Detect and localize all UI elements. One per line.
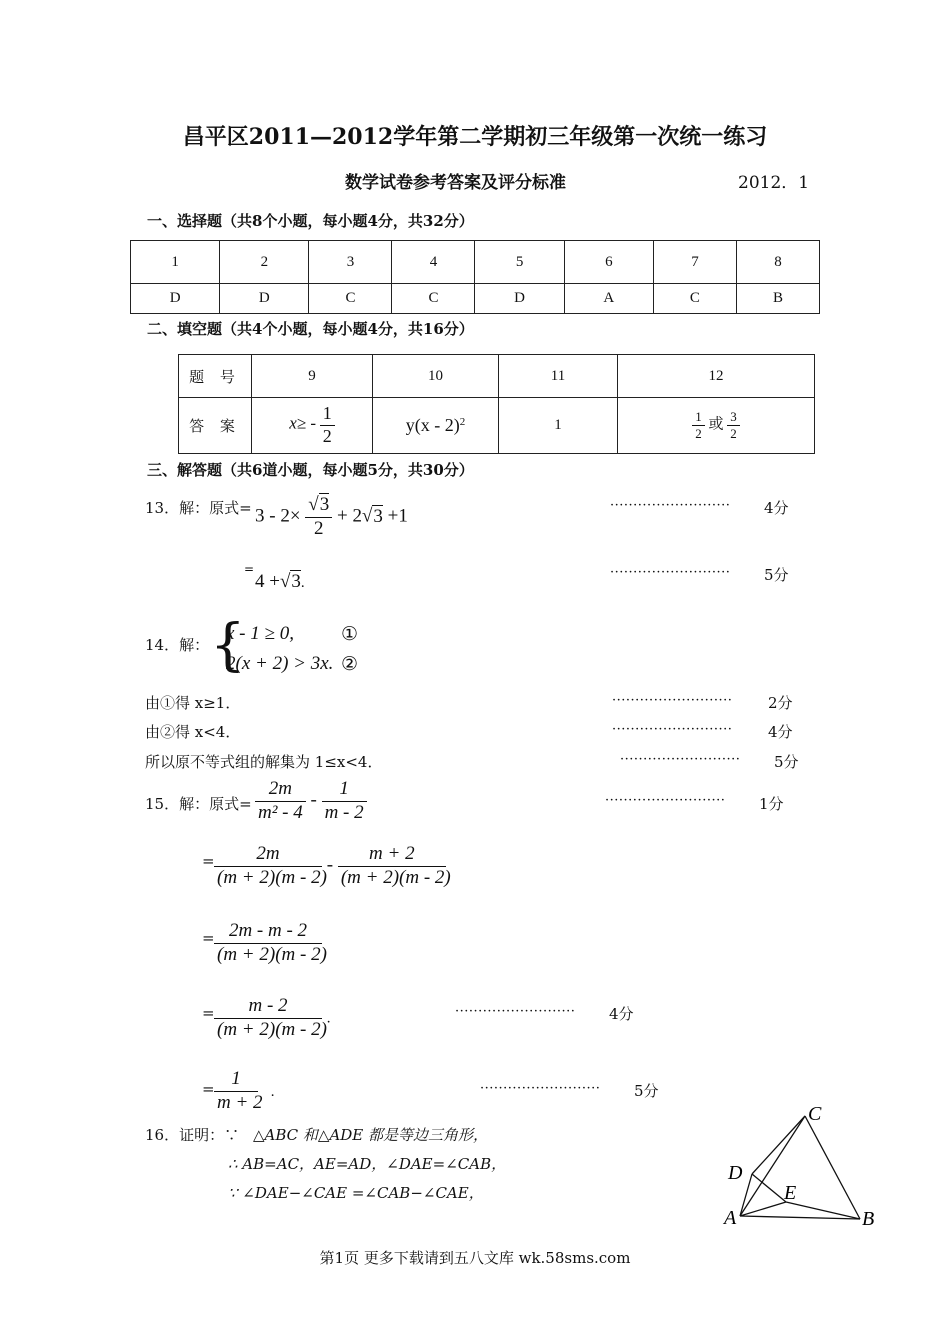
fill-answer-row (179, 398, 815, 454)
q15-score-3: 5分 (634, 1082, 659, 1100)
row-label-number: 题 号 (179, 355, 252, 398)
page-title: 昌平区2011—2012学年第二学期初三年级第一次统一练习 (182, 124, 768, 150)
fill-answer-table (178, 354, 815, 454)
q15-expr-1: $\frac{2m}{\text{m² - 4}}$ - $\frac{1}{m - 2}$ (255, 778, 367, 825)
q13-score-1: 4分 (764, 499, 789, 517)
q15-score-1: 1分 (759, 795, 784, 813)
q15-expr-2: $\frac{2m}{(m + 2)(m - 2)}$ - $\frac{m + 2}{(m + 2)(m - 2)}$ (214, 843, 446, 890)
q15-dots-3: ·························· (480, 1081, 601, 1096)
q13-score-2: 5分 (764, 566, 789, 584)
choice-number: 3 (309, 241, 392, 284)
fill-number: 11 (499, 355, 618, 398)
q14-dots-3: ·························· (620, 752, 741, 767)
q14-mark-1: ① (341, 624, 359, 645)
page-footer: 第1页 更多下载请到五八文库 wk.58sms.com (319, 1249, 631, 1267)
q14-step-2: 由②得 x<4． (145, 723, 241, 741)
fill-number-row (179, 355, 815, 398)
q14-score-2: 4分 (768, 723, 793, 741)
q13-dots-2: ·························· (610, 565, 731, 580)
choice-number: 7 (653, 241, 736, 284)
segment-bc (805, 1116, 860, 1219)
choice-answer: D (220, 284, 309, 314)
choice-number-row (131, 241, 820, 284)
brace: { (210, 613, 246, 678)
point-d-label: D (728, 1162, 743, 1184)
choice-answer: B (736, 284, 819, 314)
q14-dots-1: ·························· (612, 693, 733, 708)
q15-eq-3: = (202, 929, 215, 947)
choice-number: 2 (220, 241, 309, 284)
q14-step-3: 所以原不等式组的解集为 1≤x<4． (145, 753, 383, 771)
segment-ae (740, 1202, 786, 1216)
choice-number: 4 (392, 241, 475, 284)
section2-title: 二、填空题（共4个小题，每小题4分，共16分） (147, 320, 474, 338)
q13-label: 13．解：原式= (145, 499, 252, 517)
q15-label: 15．解：原式= (145, 795, 252, 813)
q15-expr-3: $\frac{2m - m - 2}{(m + 2)(m - 2)}$ (214, 920, 322, 967)
q16-line-3: ∵ ∠DAE−∠CAE =∠CAB−∠CAE， (228, 1184, 484, 1202)
point-a-label: A (724, 1207, 737, 1229)
q14-score-3: 5分 (774, 753, 799, 771)
section1-title: 一、选择题（共8个小题，每小题4分，共32分） (147, 212, 474, 230)
row-label-answer: 答 案 (179, 398, 252, 454)
choice-answer: C (309, 284, 392, 314)
q14-dots-2: ·························· (612, 722, 733, 737)
answer-9: x≥ - $\frac{1}{2}$ (252, 398, 373, 454)
segment-dc (752, 1116, 805, 1174)
fill-number: 10 (373, 355, 499, 398)
q14-score-1: 2分 (768, 694, 793, 712)
q14-system-2: 2(x + 2) > 3x. (226, 653, 334, 674)
point-e-label: E (784, 1182, 797, 1204)
answer-11: 1 (499, 398, 618, 454)
q13-expression: 3 - 2× $\frac{√3}{2}$ + 2√3 +1 (255, 494, 408, 539)
q16-line-2: ∴ AB=AC，AE=AD，∠DAE=∠CAB， (228, 1155, 507, 1173)
answer-12: $\frac{1}{2}$ 或 $\frac{3}{2}$ (618, 398, 815, 454)
q15-dots-2: ·························· (455, 1004, 576, 1019)
q14-mark-2: ② (341, 654, 359, 675)
choice-number: 1 (131, 241, 220, 284)
q13-result: 4 +√3. (255, 571, 305, 592)
choice-number: 5 (475, 241, 564, 284)
choice-answer: D (131, 284, 220, 314)
q15-score-2: 4分 (609, 1005, 634, 1023)
page-date: 2012．1 (738, 173, 810, 193)
segment-ab (740, 1216, 860, 1219)
segment-eb (786, 1202, 860, 1219)
choice-answer-row (131, 284, 820, 314)
segment-de (752, 1174, 786, 1202)
choice-answer: A (564, 284, 653, 314)
choice-answer: C (653, 284, 736, 314)
fill-number: 12 (618, 355, 815, 398)
point-b-label: B (862, 1208, 875, 1230)
q15-eq-4: = (202, 1004, 215, 1022)
choice-answer: C (392, 284, 475, 314)
section3-title: 三、解答题（共6道小题，每小题5分，共30分） (147, 461, 474, 479)
q14-step-1: 由①得 x≥1． (145, 694, 241, 712)
choice-number: 8 (736, 241, 819, 284)
answer-10: y(x - 2)$^2$ (373, 398, 499, 454)
choice-answer-table (130, 240, 820, 314)
fill-number: 9 (252, 355, 373, 398)
q14-system-1: x - 1 ≥ 0, (226, 623, 294, 644)
page-subtitle: 数学试卷参考答案及评分标准 (345, 173, 566, 193)
q15-dots-1: ·························· (605, 793, 726, 808)
q16-label: 16．证明：∵ (145, 1126, 240, 1144)
q15-eq-5: = (202, 1080, 215, 1098)
q15-eq-2: = (202, 852, 215, 870)
q14-label: 14．解： (145, 636, 210, 654)
choice-answer: D (475, 284, 564, 314)
q13-dots-1: ·························· (610, 498, 731, 513)
triangle-figure (720, 1098, 890, 1233)
q15-expr-5: $\frac{1}{m + 2}$ . (214, 1068, 275, 1115)
point-c-label: C (808, 1103, 822, 1125)
choice-number: 6 (564, 241, 653, 284)
q13-eq: = (244, 562, 255, 576)
q15-expr-4: $\frac{m - 2}{(m + 2)(m - 2)}$ . (214, 995, 331, 1042)
q16-line-1: △ABC 和△ADE 都是等边三角形， (253, 1126, 489, 1144)
